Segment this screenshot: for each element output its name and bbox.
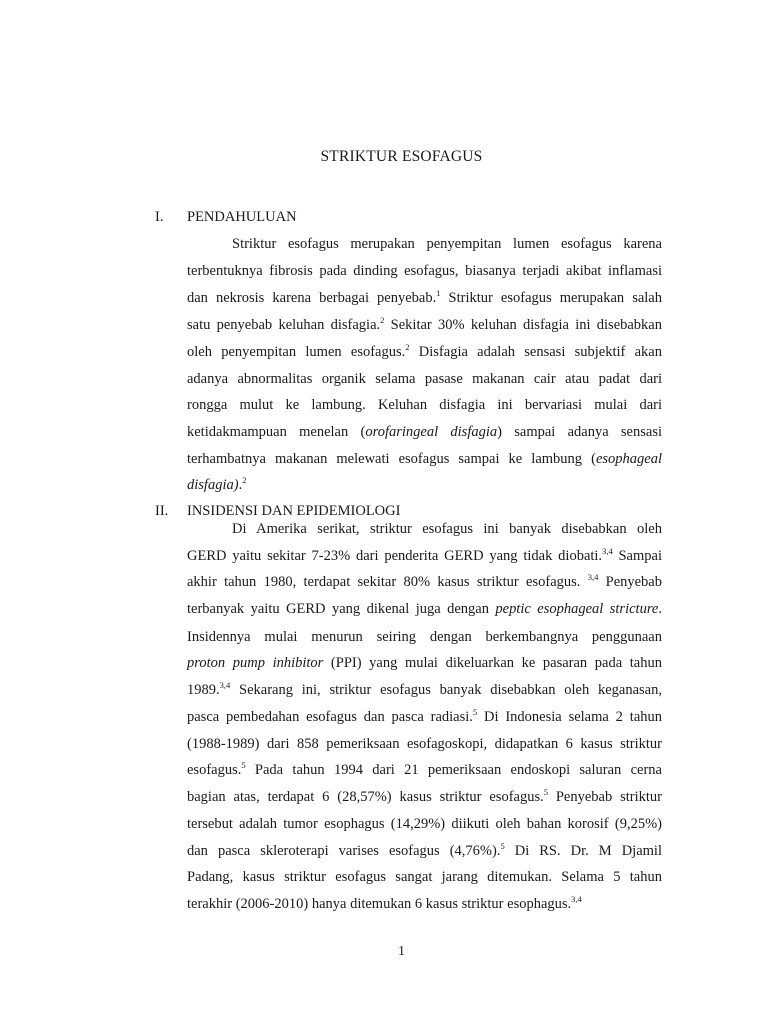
text-run: pasca pembedahan esofagus dan pasca radiasi. bbox=[187, 709, 473, 725]
citation-superscript: 5 bbox=[472, 707, 478, 717]
citation-superscript: 2 bbox=[242, 475, 247, 485]
text-run: terakhir (2006-2010) hanya ditemukan 6 kasus striktur esophagus. bbox=[187, 896, 572, 912]
citation-superscript: 3,4 bbox=[587, 572, 599, 582]
citation-superscript: 3,4 bbox=[602, 546, 613, 556]
text-run: Sampai bbox=[612, 548, 662, 564]
paragraph-line bbox=[187, 679, 662, 701]
citation-superscript: 5 bbox=[241, 760, 246, 770]
paragraph-line bbox=[187, 786, 662, 808]
text-run: Pada tahun 1994 dari 21 pemeriksaan endoskopi saluran cerna bbox=[245, 762, 662, 778]
text-run: esofagus. bbox=[187, 762, 242, 778]
paragraph-line bbox=[187, 571, 662, 593]
paragraph-line bbox=[187, 448, 662, 470]
text-run: (PPI) yang mulai dikeluarkan ke pasaran pada tahun bbox=[323, 655, 662, 671]
paragraph-line bbox=[232, 518, 662, 540]
citation-superscript: 2 bbox=[405, 342, 410, 352]
paragraph-line bbox=[187, 260, 662, 282]
text-run: Penyebab bbox=[598, 574, 662, 590]
text-run: terbanyak yaitu GERD yang dikenal juga dengan bbox=[187, 601, 496, 617]
text-run: Sekitar 30% keluhan disfagia ini disebabkan bbox=[384, 317, 662, 333]
paragraph-line bbox=[187, 866, 662, 888]
italic-term: proton pump inhibitor bbox=[187, 655, 324, 671]
text-run: tersebut adalah tumor esophagus (14,29%) diikuti oleh bahan korosif (9,25%) bbox=[187, 816, 662, 832]
paragraph-line bbox=[187, 626, 662, 648]
page-number: 1 bbox=[398, 944, 405, 959]
text-run: . bbox=[238, 477, 243, 493]
paragraph-line bbox=[187, 893, 662, 915]
paragraph-line bbox=[187, 733, 662, 755]
text-run: oleh penyempitan lumen esofagus. bbox=[187, 344, 406, 360]
text-run: GERD yaitu sekitar 7-23% dari penderita GERD yang tidak diobati. bbox=[187, 548, 603, 564]
text-run: Di Indonesia selama 2 tahun bbox=[477, 709, 662, 725]
italic-term: orofaringeal disfagia bbox=[365, 424, 498, 440]
text-run: Disfagia adalah sensasi subjektif akan bbox=[409, 344, 662, 360]
text-run: terbentuknya fibrosis pada dinding esofagus, biasanya terjadi akibat inflamasi bbox=[187, 263, 662, 279]
citation-superscript: 1 bbox=[436, 288, 441, 298]
paragraph-line bbox=[187, 545, 662, 567]
paragraph-line bbox=[187, 394, 662, 416]
paragraph-line bbox=[187, 368, 662, 390]
citation-superscript: 3,4 bbox=[571, 894, 582, 904]
text-run: satu penyebab keluhan disfagia. bbox=[187, 317, 381, 333]
text-run: dan pasca skleroterapi varises esofagus (4,76%). bbox=[187, 843, 501, 859]
text-run: . bbox=[658, 601, 662, 617]
text-run: dan nekrosis karena berbagai penyebab. bbox=[187, 290, 437, 306]
text-run: adanya abnormalitas organik selama pasase makanan cair atau padat dari bbox=[187, 371, 662, 387]
italic-term: disfagia) bbox=[187, 477, 239, 493]
italic-term: peptic esophageal stricture bbox=[495, 601, 659, 617]
paragraph-line bbox=[187, 421, 662, 443]
section-title: INSIDENSI DAN EPIDEMIOLOGI bbox=[187, 503, 401, 519]
paragraph-line bbox=[187, 287, 662, 309]
paragraph-line bbox=[187, 474, 662, 496]
document-title: STRIKTUR ESOFAGUS bbox=[320, 148, 483, 165]
paragraph-line bbox=[187, 341, 662, 363]
text-run: Insidennya mulai menurun seiring dengan berkembangnya penggunaan bbox=[187, 629, 662, 645]
paragraph-line bbox=[187, 813, 662, 835]
text-run: Padang, kasus striktur esofagus sangat jarang ditemukan. Selama 5 tahun bbox=[187, 869, 662, 885]
paragraph-line bbox=[187, 706, 662, 728]
text-run: terhambatnya makanan melewati esofagus sampai ke lambung ( bbox=[187, 451, 596, 467]
text-run: Di Amerika serikat, striktur esofagus ini banyak disebabkan oleh bbox=[232, 521, 662, 537]
section-number: II. bbox=[155, 503, 169, 519]
section-title: PENDAHULUAN bbox=[187, 209, 297, 225]
text-run: 1989. bbox=[187, 682, 220, 698]
citation-superscript: 5 bbox=[543, 787, 548, 797]
citation-superscript: 3,4 bbox=[219, 680, 231, 690]
paragraph-line bbox=[187, 314, 662, 336]
text-run: Sekarang ini, striktur esofagus banyak disebabkan oleh keganasan, bbox=[230, 682, 662, 698]
paragraph-line bbox=[232, 233, 662, 255]
italic-term: esophageal bbox=[595, 451, 662, 467]
text-run: Striktur esofagus merupakan penyempitan lumen esofagus karena bbox=[232, 236, 662, 252]
paragraph-line bbox=[187, 598, 662, 620]
text-run: ketidakmampuan menelan ( bbox=[187, 424, 366, 440]
text-run: Penyebab striktur bbox=[547, 789, 662, 805]
paragraph-line bbox=[187, 840, 662, 862]
text-run: akhir tahun 1980, terdapat sekitar 80% kasus striktur esofagus. bbox=[187, 574, 588, 590]
section-number: I. bbox=[155, 209, 164, 225]
text-run: Striktur esofagus merupakan salah bbox=[440, 290, 662, 306]
paragraph-line bbox=[187, 652, 662, 674]
citation-superscript: 2 bbox=[380, 315, 385, 325]
citation-superscript: 5 bbox=[500, 841, 505, 851]
text-run: Di RS. Dr. M Djamil bbox=[504, 843, 662, 859]
text-run: ) sampai adanya sensasi bbox=[497, 424, 662, 440]
paragraph-line bbox=[187, 759, 662, 781]
text-run: (1988-1989) dari 858 pemeriksaan esofagoskopi, didapatkan 6 kasus striktur bbox=[187, 736, 662, 752]
text-run: rongga mulut ke lambung. Keluhan disfagia ini bervariasi mulai dari bbox=[187, 397, 662, 413]
text-run: bagian atas, terdapat 6 (28,57%) kasus striktur esofagus. bbox=[187, 789, 544, 805]
